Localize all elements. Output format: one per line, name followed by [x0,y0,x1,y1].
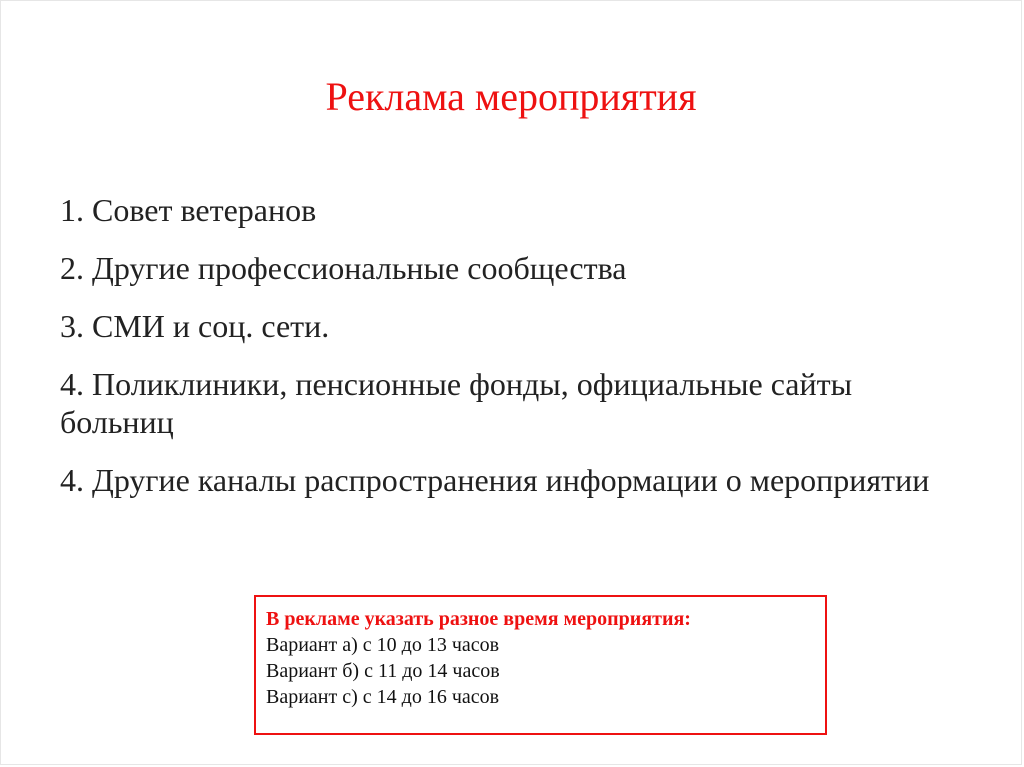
note-heading: В рекламе указать разное время мероприятия: [266,608,691,630]
slide-title: Реклама мероприятия [325,74,697,119]
list-item: 3. СМИ и соц. сети. [60,308,330,344]
note-box [254,595,827,735]
note-line-b: Вариант б) с 11 до 14 часов [266,660,500,682]
list-item: 4. Другие каналы распространения информации о мероприятии [60,462,930,498]
list-item: 1. Совет ветеранов [60,192,317,228]
note-line-c: Вариант с) с 14 до 16 часов [266,686,500,708]
bullet-list [60,191,960,519]
list-item: 4. Поликлиники, пенсионные фонды, официальные сайты больниц [60,366,853,440]
note-line-a: Вариант а) с 10 до 13 часов [266,634,500,656]
list-item: 2. Другие профессиональные сообщества [60,250,627,286]
